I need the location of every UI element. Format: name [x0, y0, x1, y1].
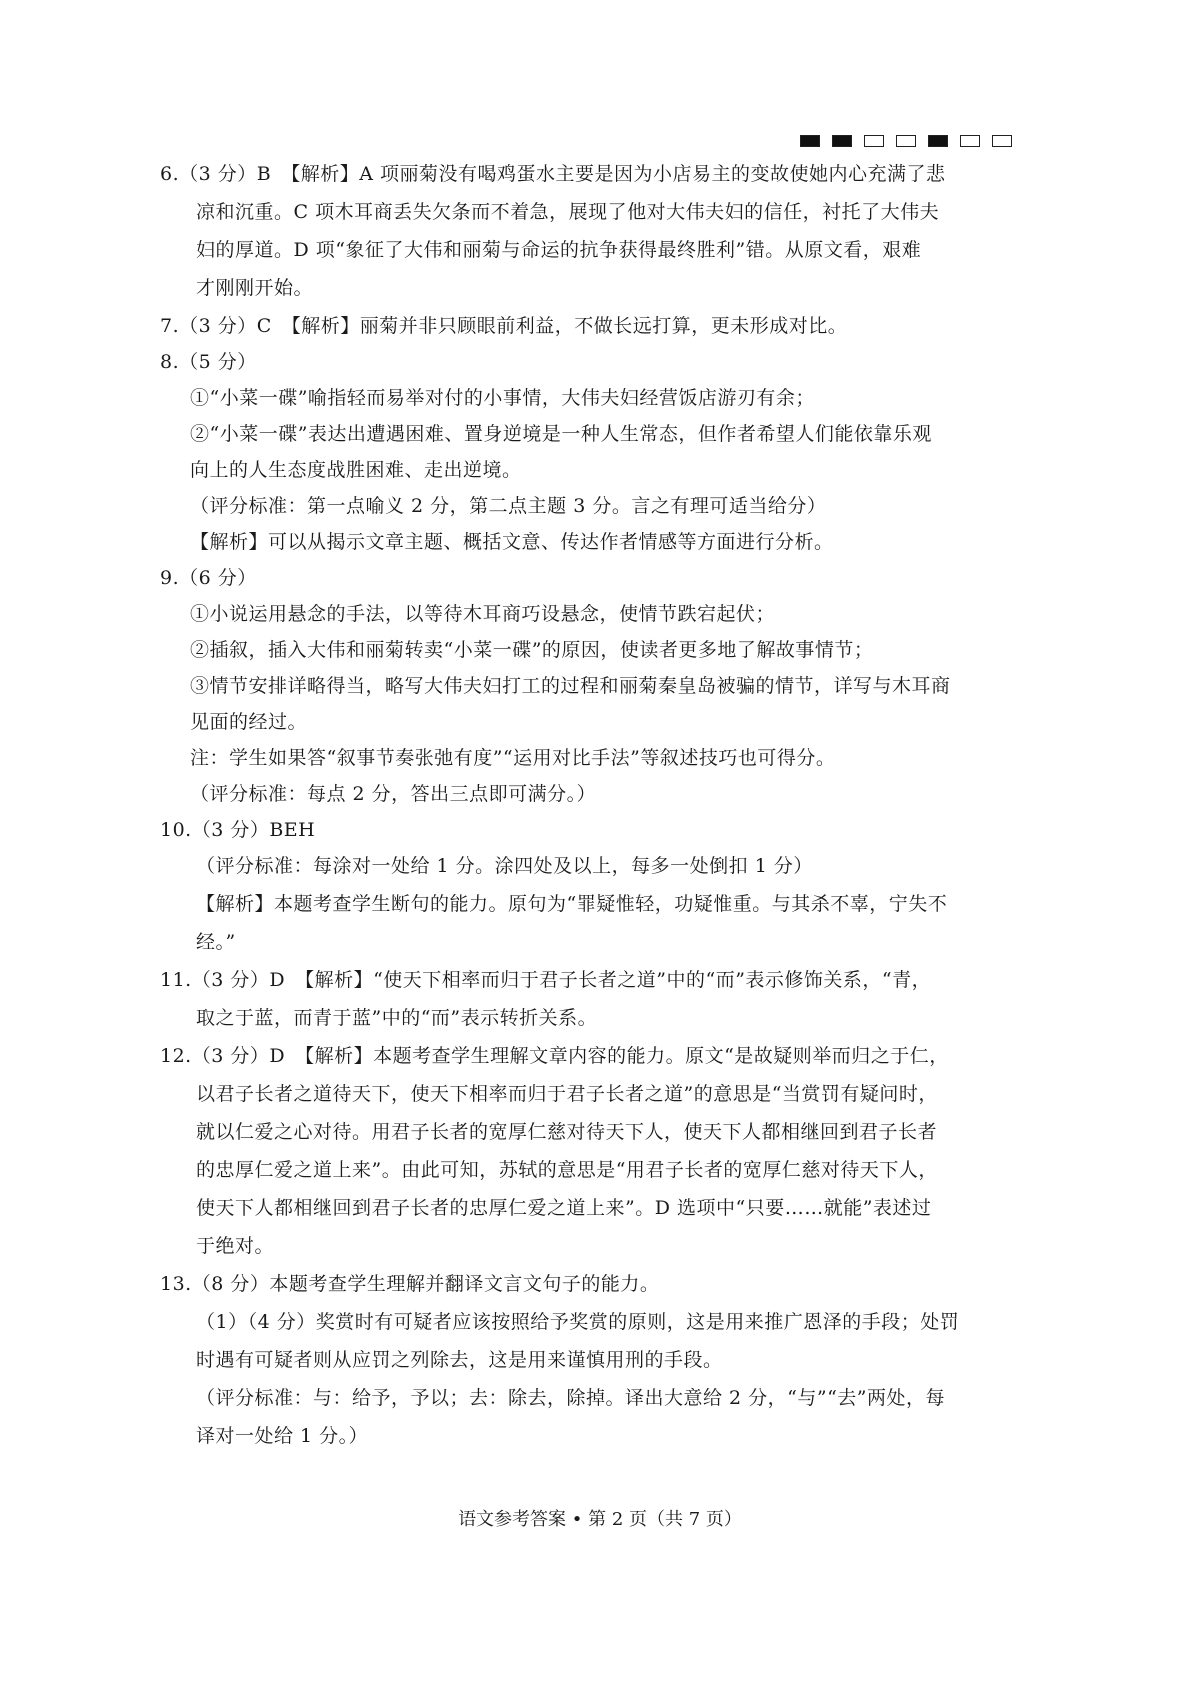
header-mark — [960, 135, 980, 147]
header-mark — [800, 135, 820, 147]
text-line: （评分标准：每点 2 分，答出三点即可满分。） — [190, 783, 597, 805]
text-line: ①小说运用悬念的手法，以等待木耳商巧设悬念，使情节跌宕起伏； — [190, 603, 776, 625]
text-line: 12.（3 分）D 【解析】本题考查学生理解文章内容的能力。原文“是故疑则举而归之于仁， — [160, 1045, 949, 1067]
text-line: ①“小菜一碟”喻指轻而易举对付的小事情，大伟夫妇经营饭店游刃有余； — [190, 387, 815, 409]
text-line: 妇的厚道。D 项“象征了大伟和丽菊与命运的抗争获得最终胜利”错。从原文看，艰难 — [196, 239, 922, 261]
text-line: 取之于蓝，而青于蓝”中的“而”表示转折关系。 — [196, 1007, 598, 1029]
text-line: 11.（3 分）D 【解析】“使天下相率而归于君子长者之道”中的“而”表示修饰关系，“青， — [160, 969, 932, 991]
text-line: 【解析】可以从揭示文章主题、概括文意、传达作者情感等方面进行分析。 — [190, 531, 834, 553]
text-line: ③情节安排详略得当，略写大伟夫妇打工的过程和丽菊秦皇岛被骗的情节，详写与木耳商 — [190, 675, 951, 697]
text-line: 【解析】本题考查学生断句的能力。原句为“罪疑惟轻，功疑惟重。与其杀不辜，宁失不 — [196, 893, 948, 915]
text-line: 才刚刚开始。 — [196, 277, 314, 299]
text-line: （评分标准：与：给予，予以；去：除去，除掉。译出大意给 2 分，“与”“去”两处，每 — [196, 1387, 946, 1409]
text-line: 见面的经过。 — [190, 711, 308, 733]
text-line: 使天下人都相继回到君子长者的忠厚仁爱之道上来”。D 选项中“只要……就能”表述过 — [196, 1197, 932, 1219]
header-mark — [992, 135, 1012, 147]
text-line: 7.（3 分）C 【解析】丽菊并非只顾眼前利益，不做长远打算，更未形成对比。 — [160, 315, 848, 337]
header-mark — [832, 135, 852, 147]
text-line: 译对一处给 1 分。） — [196, 1425, 369, 1447]
text-line: 13.（8 分）本题考查学生理解并翻译文言文句子的能力。 — [160, 1273, 660, 1295]
text-line: 以君子长者之道待天下，使天下相率而归于君子长者之道”的意思是“当赏罚有疑问时， — [196, 1083, 938, 1105]
header-mark — [928, 135, 948, 147]
text-line: （评分标准：第一点喻义 2 分，第二点主题 3 分。言之有理可适当给分） — [190, 495, 827, 517]
header-mark — [896, 135, 916, 147]
text-line: ②“小菜一碟”表达出遭遇困难、置身逆境是一种人生常态，但作者希望人们能依靠乐观 — [190, 423, 932, 445]
text-line: 9.（6 分） — [160, 567, 257, 589]
text-line: 于绝对。 — [196, 1235, 275, 1257]
text-line: 凉和沉重。C 项木耳商丢失欠条而不着急，展现了他对大伟夫妇的信任，衬托了大伟夫 — [196, 201, 940, 223]
text-line: 6.（3 分）B 【解析】A 项丽菊没有喝鸡蛋水主要是因为小店易主的变故使她内心充满了悲 — [160, 163, 946, 185]
text-line: ②插叙，插入大伟和丽菊转卖“小菜一碟”的原因，使读者更多地了解故事情节； — [190, 639, 874, 661]
header-mark — [864, 135, 884, 147]
text-line: 10.（3 分）BEH — [160, 819, 316, 841]
text-line: 注：学生如果答“叙事节奏张弛有度”“运用对比手法”等叙述技巧也可得分。 — [190, 747, 836, 769]
text-line: 8.（5 分） — [160, 351, 257, 373]
text-line: （1）（4 分）奖赏时有可疑者应该按照给予奖赏的原则，这是用来推广恩泽的手段；处罚 — [196, 1311, 960, 1333]
page-footer: 语文参考答案 • 第 2 页（共 7 页） — [458, 1509, 742, 1530]
text-line: 就以仁爱之心对待。用君子长者的宽厚仁慈对待天下人，使天下人都相继回到君子长者 — [196, 1121, 938, 1143]
text-line: （评分标准：每涂对一处给 1 分。涂四处及以上，每多一处倒扣 1 分） — [196, 855, 813, 877]
text-line: 向上的人生态度战胜困难、走出逆境。 — [190, 459, 522, 481]
text-line: 的忠厚仁爱之道上来”。由此可知，苏轼的意思是“用君子长者的宽厚仁慈对待天下人， — [196, 1159, 938, 1181]
header-marks — [800, 135, 1012, 147]
text-line: 时遇有可疑者则从应罚之列除去，这是用来谨慎用刑的手段。 — [196, 1349, 723, 1371]
text-line: 经。” — [196, 931, 236, 953]
